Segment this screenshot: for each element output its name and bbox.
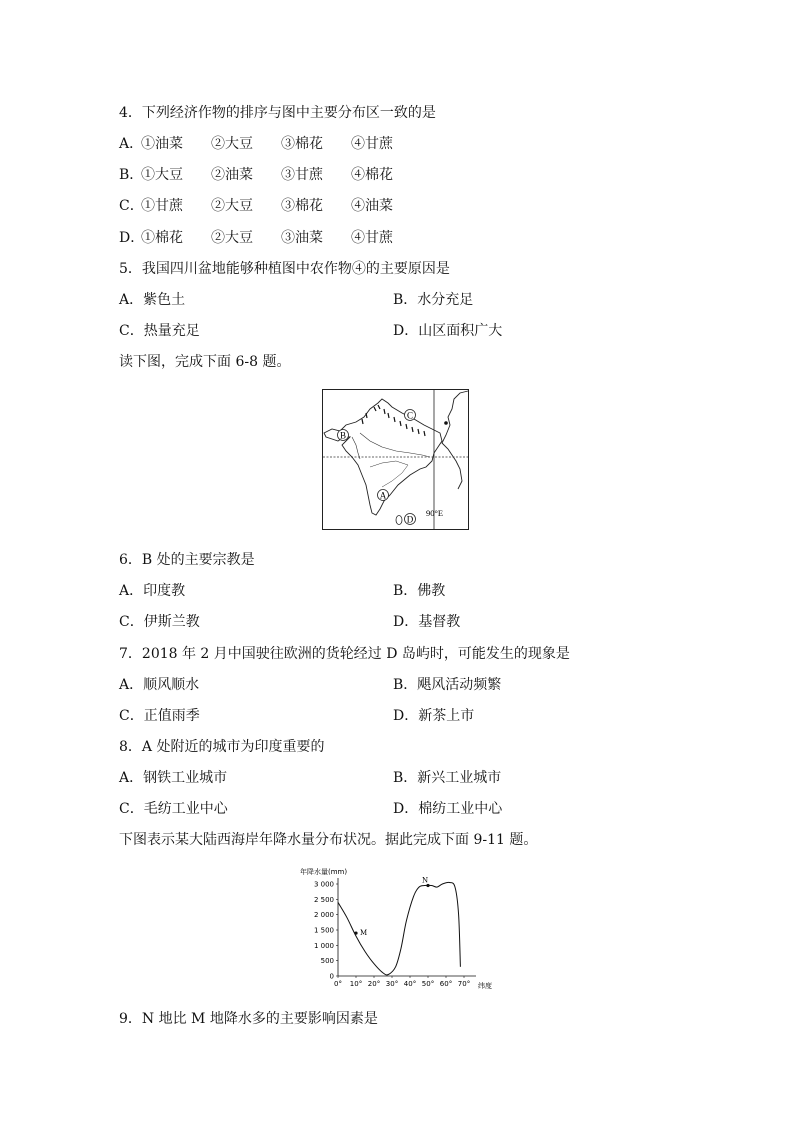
q5-stem: 5．我国四川盆地能够种植图中农作物④的主要原因是 [119, 261, 450, 277]
option-item: ③棉花 [281, 198, 323, 214]
x-tick-label: 40° [403, 980, 417, 988]
annotation-label: M [360, 929, 368, 938]
x-tick-label: 60° [439, 980, 453, 988]
y-tick-label: 3 000 [313, 880, 334, 889]
q7-option-c: C．正值雨季 [119, 708, 200, 724]
option-item: ①棉花 [141, 230, 183, 246]
option-letter: D． [119, 230, 145, 246]
intro-6-8: 读下图，完成下面 6-8 题。 [119, 354, 291, 370]
option-item: ③甘蔗 [281, 167, 323, 183]
option-item: ②大豆 [211, 198, 253, 214]
option-item: ①大豆 [141, 167, 183, 183]
q8-option-b: B．新兴工业城市 [393, 770, 502, 786]
option-item: ④甘蔗 [351, 136, 393, 152]
q4-option-d [119, 229, 393, 247]
q6-option-d: D．基督教 [393, 614, 461, 630]
label-d-marker [405, 514, 416, 525]
q8-stem: 8．A 处附近的城市为印度重要的 [119, 739, 325, 755]
y-tick-label: 1 500 [313, 926, 334, 935]
city-dot [444, 421, 448, 425]
option-letter: A． [119, 136, 144, 152]
option-letter: B． [119, 167, 144, 183]
q5-option-a: A．紫色土 [119, 292, 186, 308]
map-frame [323, 390, 469, 530]
y-tick-label: 2 000 [313, 911, 334, 920]
q5-option-d: D．山区面积广大 [393, 323, 503, 339]
q6-option-c: C．伊斯兰教 [119, 614, 200, 630]
label-b: B [339, 430, 347, 441]
q9-stem: 9．N 地比 M 地降水多的主要影响因素是 [119, 1011, 378, 1027]
option-item: ②油菜 [211, 167, 253, 183]
y-tick-label: 500 [320, 957, 334, 966]
option-item: ①油菜 [141, 136, 183, 152]
q4-option-c [119, 197, 393, 215]
q7-option-a: A．顺风顺水 [119, 677, 200, 693]
south-asia-map [322, 389, 469, 530]
q7-option-b: B．飓风活动频繁 [393, 677, 502, 693]
x-tick-label: 0° [334, 980, 342, 988]
option-item: ④棉花 [351, 167, 393, 183]
q8-option-c: C．毛纺工业中心 [119, 801, 228, 817]
q7-option-d: D．新茶上市 [393, 708, 475, 724]
y-tick-label: 1 000 [313, 941, 334, 950]
label-a-marker [378, 490, 389, 501]
x-tick-label: 10° [349, 980, 363, 988]
q7-stem: 7．2018 年 2 月中国驶往欧洲的货轮经过 D 岛屿时，可能发生的现象是 [119, 646, 570, 662]
y-axis-label: 年降水量(mm) [300, 868, 348, 876]
x-tick-label: 20° [367, 980, 381, 988]
q4-stem: 4．下列经济作物的排序与图中主要分布区一致的是 [119, 105, 436, 121]
precipitation-chart [296, 864, 496, 992]
label-b-marker [338, 430, 349, 441]
q5-option-c: C．热量充足 [119, 323, 200, 339]
q8-option-a: A．钢铁工业城市 [119, 770, 228, 786]
option-item: ①甘蔗 [141, 198, 183, 214]
intro-9-11: 下图表示某大陆西海岸年降水量分布状况。据此完成下面 9-11 题。 [119, 832, 538, 848]
option-item: ②大豆 [211, 136, 253, 152]
label-c: C [406, 410, 414, 421]
label-d: D [406, 514, 414, 525]
series-line [338, 882, 460, 975]
option-item: ④甘蔗 [351, 230, 393, 246]
y-tick-label: 2 500 [313, 895, 334, 904]
x-axis-label: 纬度 [478, 982, 492, 990]
option-letter: C． [119, 198, 144, 214]
annotation-point [354, 931, 357, 934]
y-tick-label: 0 [329, 972, 334, 981]
q6-option-b: B．佛教 [393, 583, 446, 599]
option-item: ④油菜 [351, 198, 393, 214]
option-item: ③油菜 [281, 230, 323, 246]
annotation-label: N [422, 876, 429, 885]
option-item: ②大豆 [211, 230, 253, 246]
label-c-marker [405, 410, 416, 421]
q4-option-a [119, 135, 393, 153]
x-tick-label: 30° [385, 980, 399, 988]
q8-option-d: D．棉纺工业中心 [393, 801, 503, 817]
q5-option-b: B．水分充足 [393, 292, 474, 308]
label-a: A [379, 490, 387, 501]
option-item: ③棉花 [281, 136, 323, 152]
q6-option-a: A．印度教 [119, 583, 186, 599]
q6-stem: 6．B 处的主要宗教是 [119, 552, 255, 568]
q4-option-b [119, 166, 393, 184]
x-tick-label: 70° [457, 980, 471, 988]
x-tick-label: 50° [421, 980, 435, 988]
longitude-label: 90°E [426, 508, 444, 518]
